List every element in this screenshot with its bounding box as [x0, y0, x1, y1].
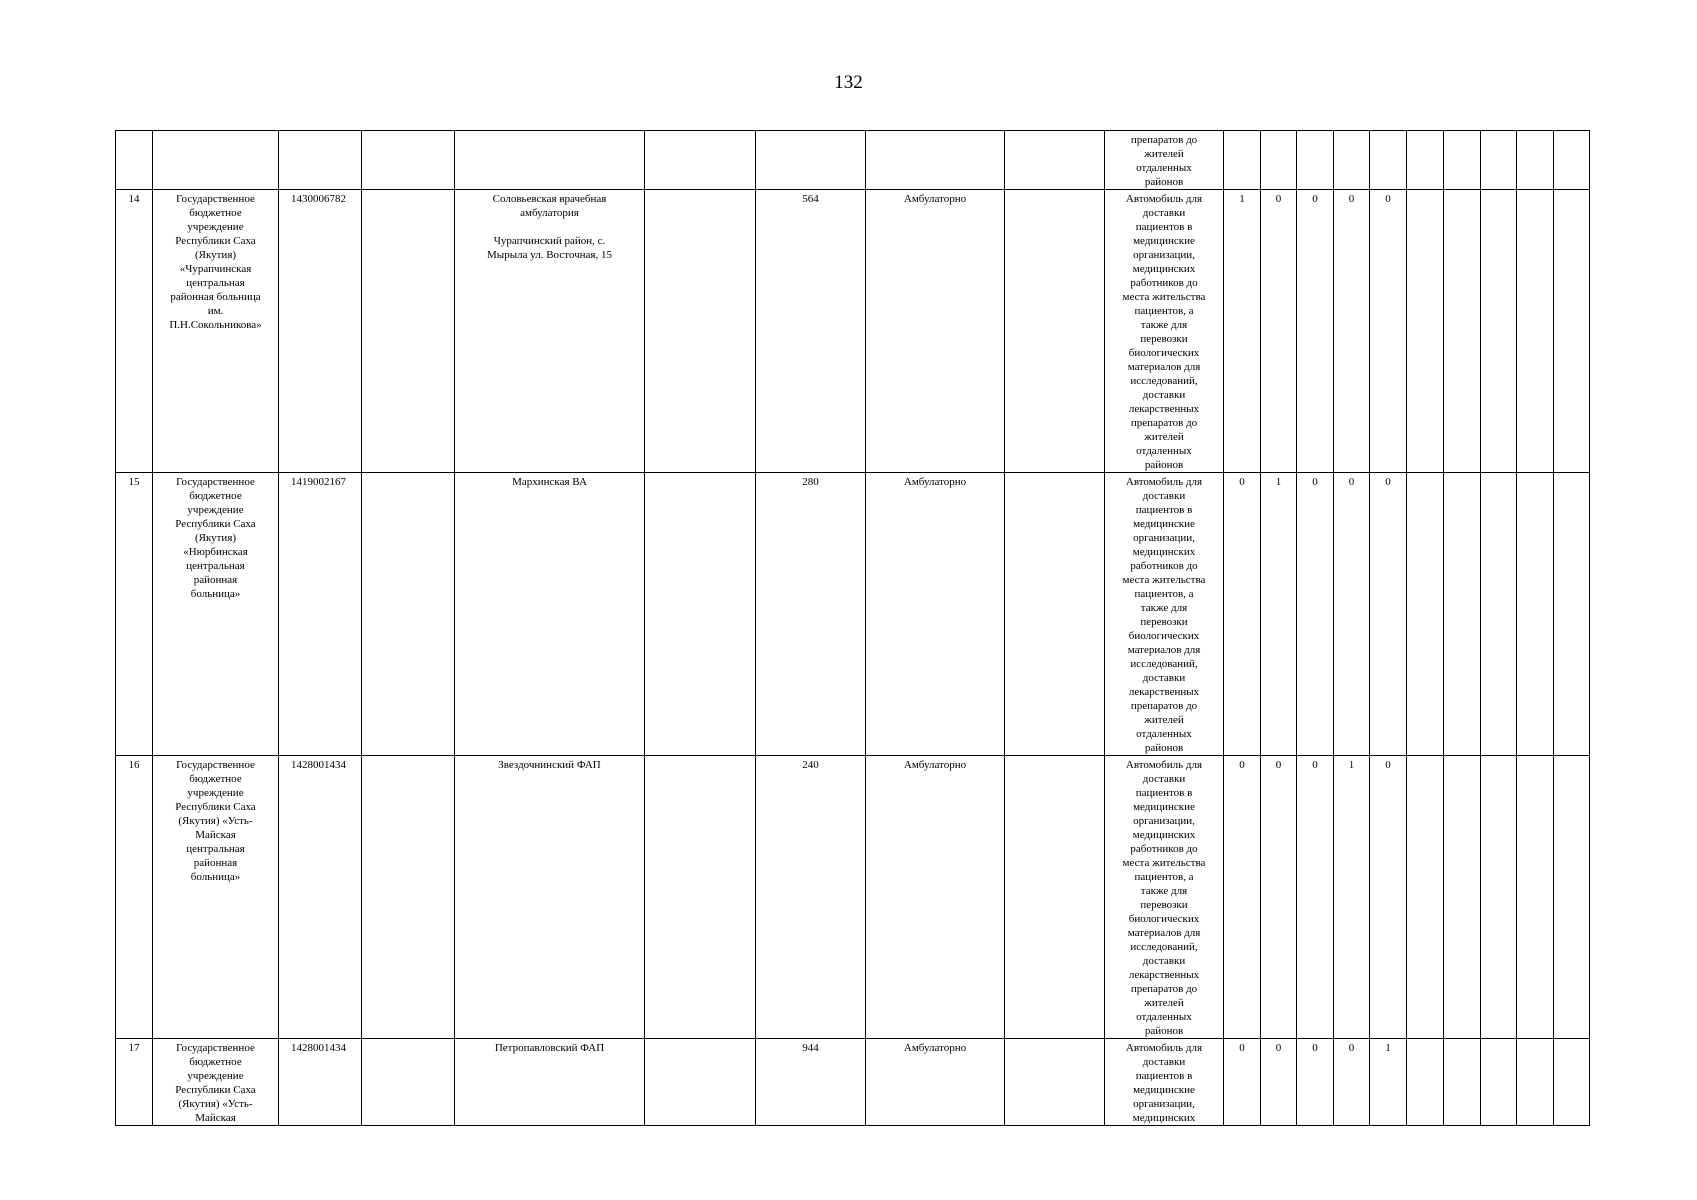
cell-row-number: 15 — [116, 473, 153, 756]
cell-unit: Петропавловский ФАП — [455, 1039, 645, 1126]
cell-empty — [362, 190, 455, 473]
unit-name: Соловьевская врачебная амбулатория — [492, 193, 607, 219]
cell-inn: 1428001434 — [279, 1039, 362, 1126]
cell-care-type: Амбулаторно — [866, 190, 1005, 473]
cell-year-1: 0 — [1224, 756, 1261, 1039]
cell-empty — [1517, 190, 1554, 473]
cell-empty — [1517, 131, 1554, 190]
cell-inn: 1419002167 — [279, 473, 362, 756]
cell-year-2: 1 — [1261, 473, 1297, 756]
cell-empty — [1554, 190, 1590, 473]
cell-population: 240 — [756, 756, 866, 1039]
cell-row-number: 16 — [116, 756, 153, 1039]
cell-empty — [153, 131, 279, 190]
cell-empty — [1407, 190, 1444, 473]
cell-empty — [1481, 190, 1517, 473]
cell-unit: Мархинская ВА — [455, 473, 645, 756]
cell-year-1: 0 — [1224, 1039, 1261, 1126]
cell-empty — [1517, 756, 1554, 1039]
cell-empty — [1370, 131, 1407, 190]
cell-year-1: 0 — [1224, 473, 1261, 756]
cell-care-type: Амбулаторно — [866, 1039, 1005, 1126]
cell-empty — [1481, 131, 1517, 190]
cell-empty — [1444, 131, 1481, 190]
cell-inn: 1430006782 — [279, 190, 362, 473]
cell-empty — [1005, 190, 1105, 473]
cell-empty — [1407, 473, 1444, 756]
cell-unit — [455, 190, 645, 473]
cell-year-2: 0 — [1261, 190, 1297, 473]
cell-purpose: Автомобиль для доставки пациентов в медицинские организации, медицинских работников до места жительства пациентов, а также для перевозки биологических материалов для исследований, доставки лекарственных препаратов до жителей отдаленных районов — [1105, 473, 1224, 756]
table-row — [116, 756, 1590, 1039]
cell-empty — [645, 131, 756, 190]
cell-inn: 1428001434 — [279, 756, 362, 1039]
cell-care-type: Амбулаторно — [866, 756, 1005, 1039]
cell-empty — [1407, 756, 1444, 1039]
cell-empty — [1554, 756, 1590, 1039]
cell-empty — [362, 1039, 455, 1126]
cell-empty — [645, 1039, 756, 1126]
cell-year-4: 1 — [1334, 756, 1370, 1039]
cell-empty — [1481, 1039, 1517, 1126]
cell-population: 280 — [756, 473, 866, 756]
cell-empty — [866, 131, 1005, 190]
cell-empty — [1517, 473, 1554, 756]
cell-empty — [1481, 756, 1517, 1039]
cell-empty — [645, 756, 756, 1039]
cell-empty — [1517, 1039, 1554, 1126]
cell-empty — [455, 131, 645, 190]
cell-purpose: Автомобиль для доставки пациентов в медицинские организации, медицинских работников до места жительства пациентов, а также для перевозки биологических материалов для исследований, доставки лекарственных препаратов до жителей отдаленных районов — [1105, 756, 1224, 1039]
cell-empty — [1005, 756, 1105, 1039]
cell-empty — [279, 131, 362, 190]
table-row — [116, 190, 1590, 473]
cell-year-4: 0 — [1334, 473, 1370, 756]
cell-population: 564 — [756, 190, 866, 473]
cell-empty — [1554, 1039, 1590, 1126]
cell-year-3: 0 — [1297, 756, 1334, 1039]
cell-purpose: Автомобиль для доставки пациентов в медицинские организации, медицинских работников до места жительства пациентов, а также для перевозки биологических материалов для исследований, доставки лекарственных препаратов до жителей отдаленных районов — [1105, 190, 1224, 473]
cell-empty — [1005, 131, 1105, 190]
cell-year-3: 0 — [1297, 190, 1334, 473]
cell-purpose: Автомобиль для доставки пациентов в медицинские организации, медицинских — [1105, 1039, 1224, 1126]
table-row-continuation — [116, 131, 1590, 190]
cell-organization: Государственное бюджетное учреждение Республики Саха (Якутия) «Усть- Майская — [153, 1039, 279, 1126]
cell-year-5: 1 — [1370, 1039, 1407, 1126]
cell-year-3: 0 — [1297, 1039, 1334, 1126]
cell-empty — [1224, 131, 1261, 190]
cell-unit: Звездочнинский ФАП — [455, 756, 645, 1039]
cell-year-5: 0 — [1370, 190, 1407, 473]
cell-empty — [1444, 1039, 1481, 1126]
cell-empty — [1005, 473, 1105, 756]
cell-care-type: Амбулаторно — [866, 473, 1005, 756]
cell-empty — [1554, 131, 1590, 190]
cell-year-2: 0 — [1261, 1039, 1297, 1126]
cell-year-1: 1 — [1224, 190, 1261, 473]
cell-empty — [1554, 473, 1590, 756]
cell-row-number: 14 — [116, 190, 153, 473]
table-row — [116, 473, 1590, 756]
cell-year-5: 0 — [1370, 756, 1407, 1039]
page-number: 132 — [834, 72, 863, 93]
unit-address: Чурапчинский район, с. Мырыла ул. Восточная, 15 — [487, 235, 612, 261]
cell-empty — [1297, 131, 1334, 190]
cell-row-number: 17 — [116, 1039, 153, 1126]
cell-empty — [645, 473, 756, 756]
cell-empty — [362, 131, 455, 190]
cell-empty — [1444, 756, 1481, 1039]
cell-empty — [1334, 131, 1370, 190]
cell-population: 944 — [756, 1039, 866, 1126]
table-row — [116, 1039, 1590, 1126]
cell-empty — [645, 190, 756, 473]
facilities-table — [115, 130, 1590, 1126]
cell-year-4: 0 — [1334, 1039, 1370, 1126]
cell-empty — [756, 131, 866, 190]
cell-empty — [1005, 1039, 1105, 1126]
cell-empty — [116, 131, 153, 190]
cell-empty — [1407, 131, 1444, 190]
cell-purpose: препаратов до жителей отдаленных районов — [1105, 131, 1224, 190]
cell-year-3: 0 — [1297, 473, 1334, 756]
cell-year-5: 0 — [1370, 473, 1407, 756]
cell-empty — [1481, 473, 1517, 756]
cell-empty — [1261, 131, 1297, 190]
cell-year-2: 0 — [1261, 756, 1297, 1039]
cell-empty — [362, 756, 455, 1039]
cell-empty — [1407, 1039, 1444, 1126]
cell-organization: Государственное бюджетное учреждение Республики Саха (Якутия) «Чурапчинская центральная районная больница им. П.Н.Сокольникова» — [153, 190, 279, 473]
cell-year-4: 0 — [1334, 190, 1370, 473]
cell-organization: Государственное бюджетное учреждение Республики Саха (Якутия) «Нюрбинская центральная районная больница» — [153, 473, 279, 756]
cell-empty — [1444, 190, 1481, 473]
cell-empty — [1444, 473, 1481, 756]
cell-organization: Государственное бюджетное учреждение Республики Саха (Якутия) «Усть- Майская центральная районная больница» — [153, 756, 279, 1039]
cell-empty — [362, 473, 455, 756]
